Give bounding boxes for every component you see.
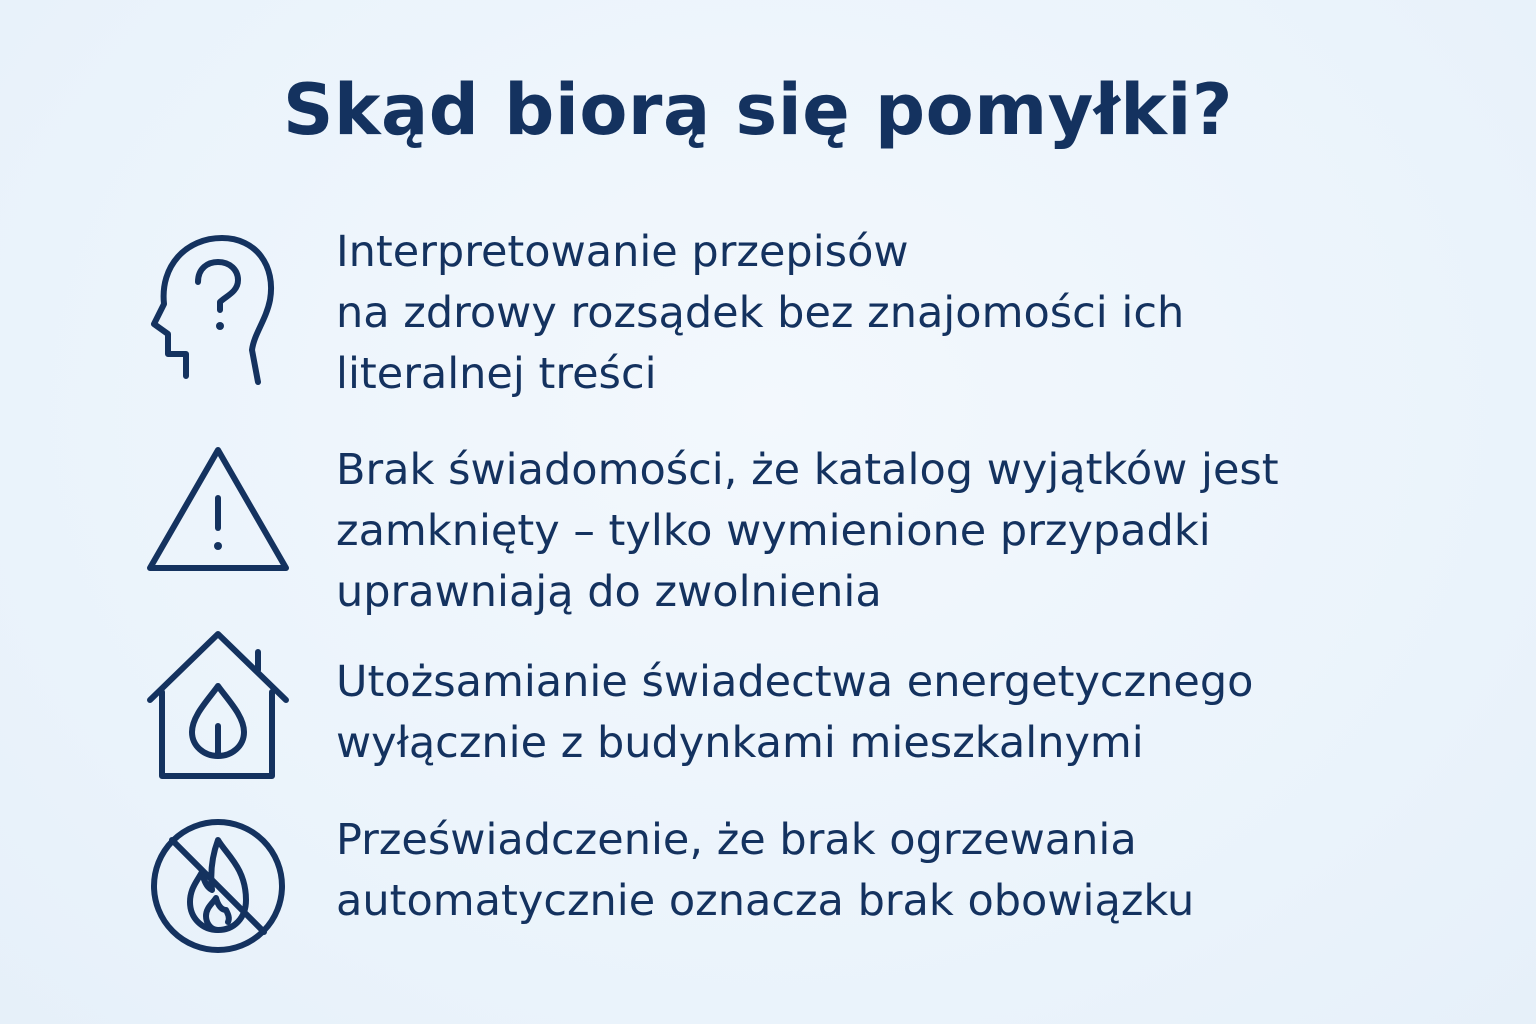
item-text bbox=[336, 652, 1486, 774]
item-line: Interpretowanie przepisów bbox=[336, 227, 909, 277]
item-line: Utożsamianie świadectwa energetycznego bbox=[336, 657, 1254, 707]
house-flame-icon bbox=[138, 630, 298, 790]
warning-triangle-icon bbox=[138, 440, 298, 600]
item-line: uprawniają do zwolnienia bbox=[336, 567, 882, 617]
item-text bbox=[336, 222, 1486, 405]
item-text bbox=[336, 810, 1486, 932]
item-line: Brak świadomości, że katalog wyjątków jest bbox=[336, 445, 1279, 495]
item-text bbox=[336, 440, 1486, 623]
item-line: Przeświadczenie, że brak ogrzewania bbox=[336, 815, 1137, 865]
no-heating-icon bbox=[142, 810, 302, 970]
page-title: Skąd biorą się pomyłki? bbox=[283, 69, 1233, 151]
item-line: na zdrowy rozsądek bez znajomości ich bbox=[336, 288, 1185, 338]
item-line: wyłącznie z budynkami mieszkalnymi bbox=[336, 718, 1144, 768]
head-question-icon bbox=[128, 226, 288, 386]
item-line: literalnej treści bbox=[336, 349, 657, 399]
item-line: automatycznie oznacza brak obowiązku bbox=[336, 876, 1195, 926]
item-line: zamknięty – tylko wymienione przypadki bbox=[336, 506, 1211, 556]
